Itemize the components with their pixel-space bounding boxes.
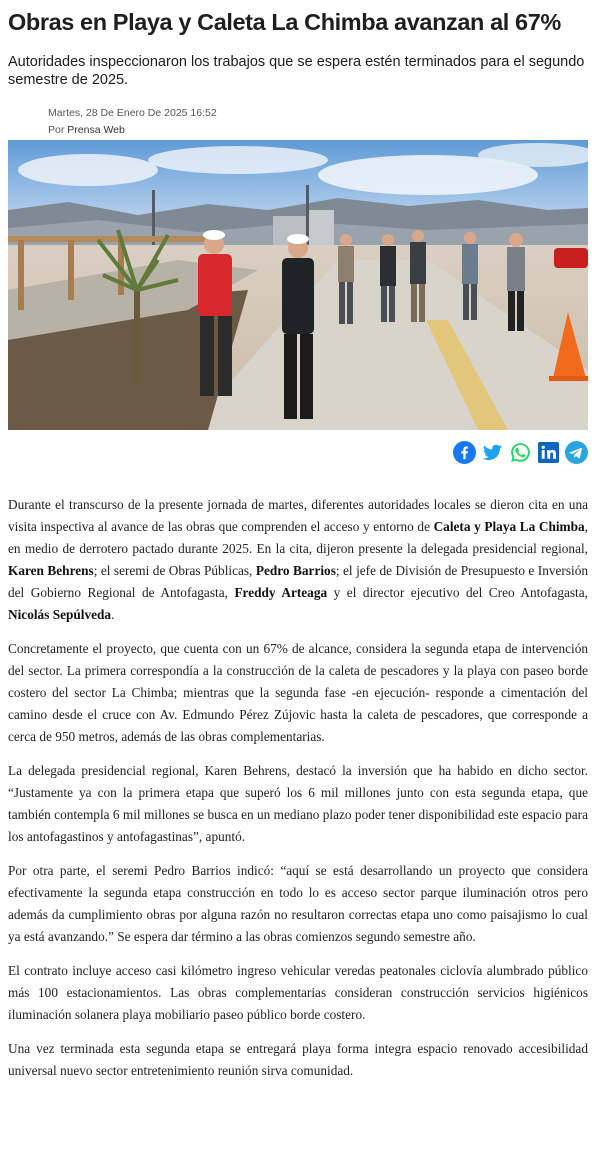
- twitter-share-button[interactable]: [481, 441, 504, 464]
- article-paragraph: El contrato incluye acceso casi kilómetro ingreso vehicular veredas peatonales ciclovía alumbrado público más 100 estacionamientos. Las obras complementarias consideran construcción servicios higiénicos iluminación solanera playa mobiliario paseo público borde costero.: [8, 963, 588, 1022]
- telegram-icon: [565, 441, 588, 464]
- bold-person: Karen Behrens: [8, 563, 94, 578]
- linkedin-share-button[interactable]: [537, 441, 560, 464]
- linkedin-icon: [537, 441, 560, 464]
- bold-person: Nicolás Sepúlveda: [8, 607, 112, 622]
- article-paragraph: Concretamente el proyecto, que cuenta con un 67% de alcance, considera la segunda etapa de intervención del sector. La primera correspondía a la construcción de la caleta de pescadores y la playa con paseo borde costero del sector La Chimba; mientras que la segunda fase -en ejecución- responde a cimentación del camino desde el cruce con Av. Edmundo Pérez Zújovic hasta la caleta de pescadores, que corresponde a cerca de 950 metros, además de las obras complementarias.: [8, 641, 588, 744]
- article-byline: [48, 124, 125, 136]
- whatsapp-share-button[interactable]: [509, 441, 532, 464]
- whatsapp-icon: [509, 441, 532, 464]
- article-date: Martes, 28 De Enero De 2025 16:52: [48, 107, 217, 119]
- share-bar: [453, 441, 588, 465]
- twitter-icon: [481, 441, 504, 464]
- facebook-icon: [453, 441, 476, 464]
- article-paragraph: Una vez terminada esta segunda etapa se entregará playa forma integra espacio renovado accesibilidad universal nuevo sector entretenimiento reunión sirva comunidad.: [8, 1041, 588, 1078]
- article-subtitle: Autoridades inspeccionaron los trabajos que se espera estén terminados para el segundo semestre de 2025.: [8, 54, 585, 88]
- article-photo: [8, 140, 588, 430]
- article-paragraph: Durante el transcurso de la presente jornada de martes, diferentes autoridades locales se dieron cita en una visita inspectiva al avance de las obras que comprenden el acceso y entorno de Caleta y Playa La Chimba, en medio de derrotero pactado durante 2025. En la cita, dijeron presente la delegada presidencial regional, Karen Behrens; el seremi de Obras Públicas, Pedro Barrios; el jefe de División de Presupuesto e Inversión del Gobierno Regional de Antofagasta, Freddy Arteaga y el director ejecutivo del Creo Antofagasta, Nicolás Sepúlveda.: [8, 497, 588, 622]
- telegram-share-button[interactable]: [565, 441, 588, 464]
- byline-label: Por: [48, 124, 65, 136]
- article-body: [8, 494, 588, 1094]
- bold-person: Freddy Arteaga: [234, 585, 328, 600]
- bold-person: Pedro Barrios: [255, 563, 336, 578]
- author-name[interactable]: Prensa Web: [67, 124, 125, 136]
- article-headline: Obras en Playa y Caleta La Chimba avanzan al 67%: [8, 9, 561, 35]
- article-paragraph: Por otra parte, el seremi Pedro Barrios indicó: “aquí se está desarrollando un proyecto que considera efectivamente la segunda etapa construcción en todo lo es acceso sector parque iluminación otros pero además da cumplimiento obras por alguna razón no resultaron correctas etapa uno como paisajismo lo cual ya está avanzando.” Se espera dar término a las obras comienzos segundo semestre año.: [8, 863, 588, 944]
- bold-place: Caleta y Playa La Chimba: [433, 519, 585, 534]
- article-paragraph: La delegada presidencial regional, Karen Behrens, destacó la inversión que ha habido en dicho sector. “Justamente ya con la primera etapa que superó los 6 mil millones junto con esta segunda etapa, que también contempla 6 mil millones se busca en un mediano plazo poder tener disponibilidad este espacio para los antofagastinos y antofagastinas”, apuntó.: [8, 763, 588, 844]
- facebook-share-button[interactable]: [453, 441, 476, 464]
